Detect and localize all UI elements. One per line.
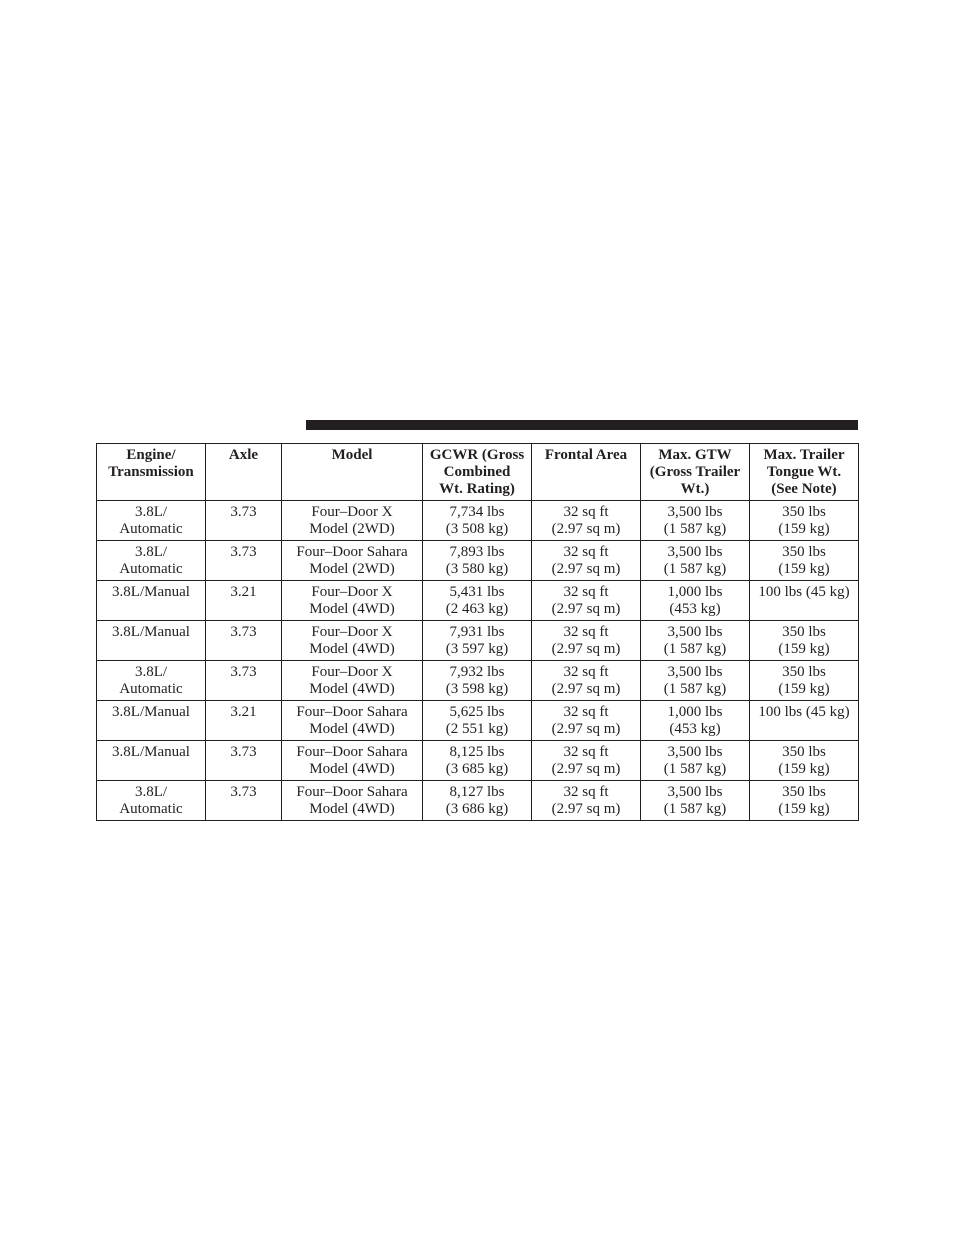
cell-gcwr: 8,127 lbs (3 686 kg) xyxy=(423,781,532,821)
header-max-tongue-weight: Max. Trailer Tongue Wt. (See Note) xyxy=(750,444,859,501)
table-row xyxy=(97,781,859,821)
cell-max-gtw: 3,500 lbs (1 587 kg) xyxy=(641,501,750,541)
cell-axle: 3.73 xyxy=(206,741,282,781)
cell-engine-transmission: 3.8L/Manual xyxy=(97,741,206,781)
cell-max-gtw: 3,500 lbs (1 587 kg) xyxy=(641,661,750,701)
section-header-bar xyxy=(306,420,858,430)
cell-max-tongue-weight: 350 lbs (159 kg) xyxy=(750,541,859,581)
cell-frontal-area: 32 sq ft (2.97 sq m) xyxy=(532,621,641,661)
cell-frontal-area: 32 sq ft (2.97 sq m) xyxy=(532,501,641,541)
cell-max-tongue-weight: 100 lbs (45 kg) xyxy=(750,701,859,741)
cell-max-tongue-weight: 350 lbs (159 kg) xyxy=(750,621,859,661)
cell-max-gtw: 1,000 lbs (453 kg) xyxy=(641,701,750,741)
cell-frontal-area: 32 sq ft (2.97 sq m) xyxy=(532,581,641,621)
table-row xyxy=(97,701,859,741)
cell-gcwr: 7,734 lbs (3 508 kg) xyxy=(423,501,532,541)
cell-frontal-area: 32 sq ft (2.97 sq m) xyxy=(532,741,641,781)
cell-engine-transmission: 3.8L/Manual xyxy=(97,581,206,621)
cell-max-tongue-weight: 100 lbs (45 kg) xyxy=(750,581,859,621)
cell-max-gtw: 3,500 lbs (1 587 kg) xyxy=(641,781,750,821)
header-frontal-area: Frontal Area xyxy=(532,444,641,501)
cell-model: Four–Door Sahara Model (4WD) xyxy=(282,701,423,741)
cell-max-tongue-weight: 350 lbs (159 kg) xyxy=(750,501,859,541)
header-axle: Axle xyxy=(206,444,282,501)
cell-axle: 3.73 xyxy=(206,541,282,581)
cell-axle: 3.21 xyxy=(206,581,282,621)
cell-axle: 3.73 xyxy=(206,621,282,661)
cell-model: Four–Door X Model (4WD) xyxy=(282,661,423,701)
cell-gcwr: 5,625 lbs (2 551 kg) xyxy=(423,701,532,741)
cell-max-gtw: 3,500 lbs (1 587 kg) xyxy=(641,541,750,581)
cell-engine-transmission: 3.8L/Manual xyxy=(97,701,206,741)
cell-max-gtw: 3,500 lbs (1 587 kg) xyxy=(641,741,750,781)
trailer-towing-table xyxy=(96,443,859,821)
cell-gcwr: 7,893 lbs (3 580 kg) xyxy=(423,541,532,581)
table-header-row xyxy=(97,444,859,501)
cell-axle: 3.73 xyxy=(206,781,282,821)
cell-model: Four–Door Sahara Model (2WD) xyxy=(282,541,423,581)
cell-max-gtw: 3,500 lbs (1 587 kg) xyxy=(641,621,750,661)
cell-axle: 3.73 xyxy=(206,501,282,541)
cell-frontal-area: 32 sq ft (2.97 sq m) xyxy=(532,661,641,701)
table-row xyxy=(97,661,859,701)
table-row xyxy=(97,501,859,541)
cell-gcwr: 7,931 lbs (3 597 kg) xyxy=(423,621,532,661)
cell-axle: 3.73 xyxy=(206,661,282,701)
table-row xyxy=(97,621,859,661)
header-engine-transmission: Engine/ Transmission xyxy=(97,444,206,501)
cell-engine-transmission: 3.8L/ Automatic xyxy=(97,541,206,581)
header-model: Model xyxy=(282,444,423,501)
cell-max-tongue-weight: 350 lbs (159 kg) xyxy=(750,661,859,701)
cell-max-tongue-weight: 350 lbs (159 kg) xyxy=(750,741,859,781)
header-max-gtw: Max. GTW (Gross Trailer Wt.) xyxy=(641,444,750,501)
cell-gcwr: 7,932 lbs (3 598 kg) xyxy=(423,661,532,701)
cell-engine-transmission: 3.8L/ Automatic xyxy=(97,501,206,541)
cell-gcwr: 5,431 lbs (2 463 kg) xyxy=(423,581,532,621)
cell-gcwr: 8,125 lbs (3 685 kg) xyxy=(423,741,532,781)
cell-max-gtw: 1,000 lbs (453 kg) xyxy=(641,581,750,621)
cell-frontal-area: 32 sq ft (2.97 sq m) xyxy=(532,701,641,741)
cell-frontal-area: 32 sq ft (2.97 sq m) xyxy=(532,781,641,821)
cell-model: Four–Door X Model (4WD) xyxy=(282,621,423,661)
cell-max-tongue-weight: 350 lbs (159 kg) xyxy=(750,781,859,821)
cell-model: Four–Door X Model (2WD) xyxy=(282,501,423,541)
cell-frontal-area: 32 sq ft (2.97 sq m) xyxy=(532,541,641,581)
table-row xyxy=(97,581,859,621)
table-row xyxy=(97,541,859,581)
cell-engine-transmission: 3.8L/ Automatic xyxy=(97,781,206,821)
header-gcwr: GCWR (Gross Combined Wt. Rating) xyxy=(423,444,532,501)
cell-model: Four–Door Sahara Model (4WD) xyxy=(282,781,423,821)
cell-axle: 3.21 xyxy=(206,701,282,741)
cell-model: Four–Door X Model (4WD) xyxy=(282,581,423,621)
cell-model: Four–Door Sahara Model (4WD) xyxy=(282,741,423,781)
table-row xyxy=(97,741,859,781)
cell-engine-transmission: 3.8L/Manual xyxy=(97,621,206,661)
cell-engine-transmission: 3.8L/ Automatic xyxy=(97,661,206,701)
